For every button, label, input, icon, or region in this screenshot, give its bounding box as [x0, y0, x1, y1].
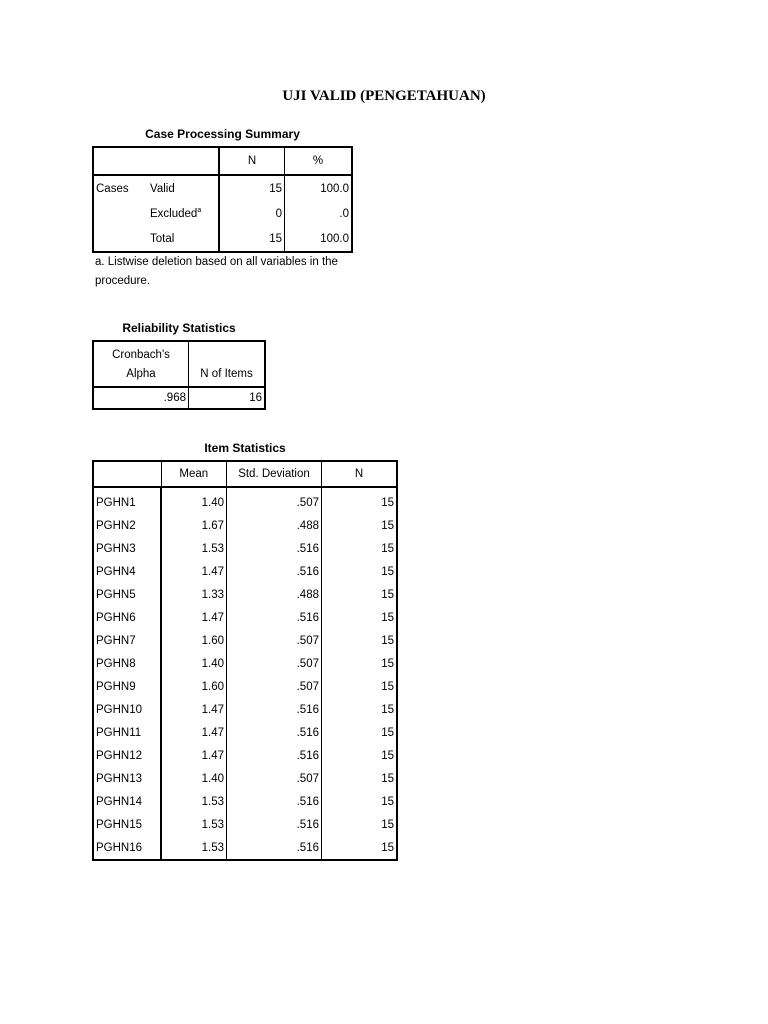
row-percent: .0	[339, 207, 349, 220]
row-label: Valid	[148, 175, 219, 201]
item-name: PGHN10	[93, 698, 161, 721]
item-name: PGHN9	[93, 675, 161, 698]
item-std-deviation: .516	[227, 606, 322, 629]
item-n: 15	[381, 772, 394, 785]
item-n: 15	[381, 703, 394, 716]
item-std-deviation: .516	[227, 836, 322, 860]
item-name: PGHN7	[93, 629, 161, 652]
group-label-blank	[93, 226, 148, 252]
row-percent: 100.0	[320, 182, 349, 195]
item-mean: 1.60	[161, 629, 227, 652]
item-n: 15	[381, 542, 394, 555]
item-n: 15	[381, 657, 394, 670]
alpha-value: .968	[93, 387, 189, 409]
row-percent: 100.0	[320, 232, 349, 245]
table-row	[93, 226, 352, 252]
item-name: PGHN14	[93, 790, 161, 813]
n-items-value: 16	[249, 392, 262, 404]
item-mean: 1.53	[161, 790, 227, 813]
item-mean: 1.47	[161, 560, 227, 583]
item-name: PGHN6	[93, 606, 161, 629]
table-row	[93, 652, 397, 675]
table-row	[93, 813, 397, 836]
table-header-row	[93, 341, 265, 387]
table-row	[93, 767, 397, 790]
item-rows	[93, 487, 397, 860]
item-std-deviation: .507	[227, 487, 322, 514]
row-n: 15	[219, 226, 285, 252]
table-row	[93, 537, 397, 560]
table-row	[93, 721, 397, 744]
table-row	[93, 744, 397, 767]
item-std-deviation: .516	[227, 813, 322, 836]
item-name: PGHN1	[93, 487, 161, 514]
item-n: 15	[381, 818, 394, 831]
item-mean: 1.53	[161, 836, 227, 860]
header-blank	[93, 461, 161, 487]
item-std-deviation: .516	[227, 721, 322, 744]
item-n: 15	[381, 634, 394, 647]
table-row	[93, 514, 397, 537]
item-statistics-caption: Item Statistics	[204, 441, 286, 455]
item-mean: 1.40	[161, 652, 227, 675]
item-std-deviation: .488	[227, 583, 322, 606]
header-std-deviation: Std. Deviation	[227, 461, 322, 487]
item-mean: 1.60	[161, 675, 227, 698]
header-alpha-line1: Cronbach's	[112, 348, 170, 361]
reliability-table	[92, 340, 266, 410]
item-n: 15	[381, 611, 394, 624]
header-alpha-line2: Alpha	[126, 367, 156, 380]
case-processing-caption: Case Processing Summary	[145, 127, 300, 141]
item-name: PGHN11	[93, 721, 161, 744]
item-mean: 1.67	[161, 514, 227, 537]
item-name: PGHN3	[93, 537, 161, 560]
item-name: PGHN12	[93, 744, 161, 767]
row-label	[148, 201, 219, 226]
case-processing-footnote: a. Listwise deletion based on all variables in the procedure.	[95, 256, 338, 287]
table-row	[93, 175, 352, 201]
table-row	[93, 606, 397, 629]
header-percent: %	[285, 147, 353, 175]
item-n: 15	[381, 749, 394, 762]
item-n: 15	[381, 588, 394, 601]
item-name: PGHN8	[93, 652, 161, 675]
item-name: PGHN15	[93, 813, 161, 836]
item-name: PGHN13	[93, 767, 161, 790]
group-label: Cases	[96, 182, 129, 195]
item-mean: 1.47	[161, 698, 227, 721]
header-n-of-items-text: N of Items	[200, 367, 253, 380]
item-statistics-table	[92, 460, 398, 861]
table-row	[93, 583, 397, 606]
item-mean: 1.47	[161, 606, 227, 629]
table-row	[93, 790, 397, 813]
item-mean: 1.40	[161, 767, 227, 790]
table-row	[93, 487, 397, 514]
item-n: 15	[381, 565, 394, 578]
footnote-marker: a	[197, 207, 202, 215]
table-header-row	[93, 461, 397, 487]
row-label-text: Excluded	[150, 207, 198, 220]
table-row	[93, 629, 397, 652]
item-n: 15	[381, 680, 394, 693]
item-n: 15	[381, 841, 394, 854]
item-mean: 1.47	[161, 721, 227, 744]
item-n: 15	[381, 795, 394, 808]
row-n: 0	[219, 201, 285, 226]
table-row	[93, 560, 397, 583]
table-row	[93, 836, 397, 860]
item-name: PGHN16	[93, 836, 161, 860]
item-mean: 1.33	[161, 583, 227, 606]
table-header-row	[93, 147, 352, 175]
item-n: 15	[381, 726, 394, 739]
item-std-deviation: .516	[227, 537, 322, 560]
table-row	[93, 201, 352, 226]
case-processing-summary	[92, 127, 353, 253]
table-row	[93, 698, 397, 721]
item-std-deviation: .507	[227, 767, 322, 790]
table-row	[93, 387, 265, 409]
item-name: PGHN4	[93, 560, 161, 583]
case-processing-table	[92, 146, 353, 253]
reliability-caption: Reliability Statistics	[122, 321, 236, 335]
group-label-blank	[93, 201, 148, 226]
item-std-deviation: .516	[227, 560, 322, 583]
item-statistics	[92, 441, 398, 861]
item-name: PGHN5	[93, 583, 161, 606]
header-n: N	[219, 147, 285, 175]
row-n: 15	[219, 175, 285, 201]
item-mean: 1.53	[161, 537, 227, 560]
header-n-of-items	[189, 341, 266, 387]
item-mean: 1.47	[161, 744, 227, 767]
reliability-statistics	[92, 321, 266, 410]
item-name: PGHN2	[93, 514, 161, 537]
header-cronbach-alpha	[93, 341, 189, 387]
item-std-deviation: .507	[227, 652, 322, 675]
table-row	[93, 675, 397, 698]
item-std-deviation: .516	[227, 790, 322, 813]
header-n: N	[322, 461, 398, 487]
header-mean: Mean	[161, 461, 227, 487]
item-std-deviation: .507	[227, 675, 322, 698]
page-title: UJI VALID (PENGETAHUAN)	[282, 88, 486, 104]
header-blank	[148, 147, 219, 175]
item-mean: 1.40	[161, 487, 227, 514]
item-std-deviation: .516	[227, 744, 322, 767]
item-std-deviation: .516	[227, 698, 322, 721]
item-n: 15	[381, 519, 394, 532]
item-mean: 1.53	[161, 813, 227, 836]
item-n: 15	[381, 496, 394, 509]
header-blank	[93, 147, 148, 175]
item-std-deviation: .488	[227, 514, 322, 537]
item-std-deviation: .507	[227, 629, 322, 652]
row-label: Total	[148, 226, 219, 252]
